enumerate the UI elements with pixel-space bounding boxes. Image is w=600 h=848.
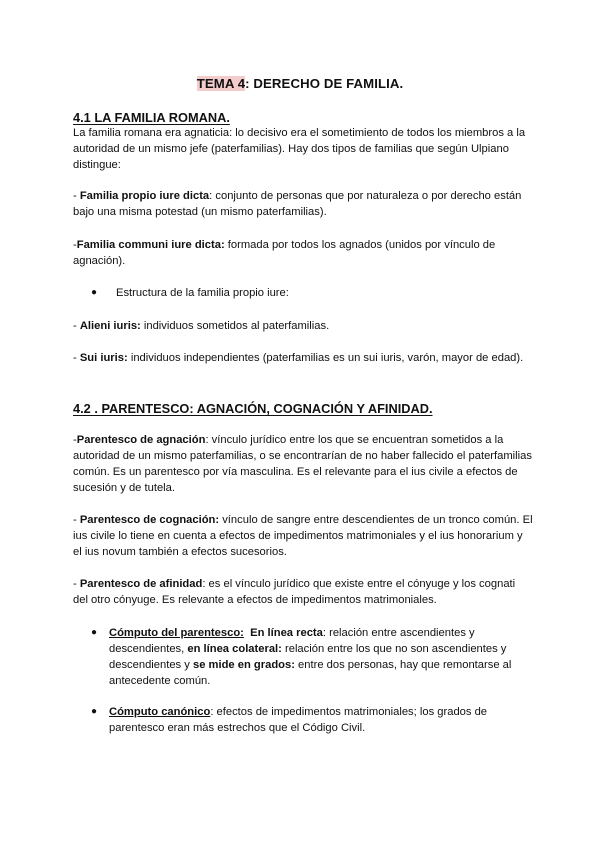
cognacion-paragraph [73, 512, 533, 560]
section-heading-familia-romana: 4.1 LA FAMILIA ROMANA. [73, 110, 230, 125]
agnacion-text: : vínculo jurídico entre los que se encuentran sometidos a la autoridad de un mismo paterfamilias, o se encontrarían de no haber fallecido el paterfamilias común. Es un parentesco por vía masculina. Es el relevante para el ius civile a efectos de sucesión y de tutela. [73, 434, 532, 494]
title-rest: : DERECHO DE FAMILIA. [245, 76, 404, 91]
propio-label: Familia propio iure dicta [79, 190, 210, 202]
title-highlight: TEMA 4 [196, 76, 246, 91]
grados-text: entre dos personas, hay que remontarse al antecedente común. [109, 659, 512, 687]
estructura-bullet-text: Estructura de la familia propio iure: [116, 287, 289, 299]
bullet-icon: ● [91, 287, 98, 298]
section-heading-parentesco: 4.2 . PARENTESCO: AGNACIÓN, COGNACIÓN Y AFINIDAD. [73, 401, 433, 416]
propio-prefix: - [73, 190, 80, 202]
communi-text: formada por todos los agnados (unidos por vínculo de agnación). [73, 239, 496, 267]
sui-label: Sui iuris: [79, 352, 128, 364]
afinidad-paragraph [73, 576, 533, 608]
page-title [0, 76, 600, 91]
communi-label: Familia communi iure dicta: [76, 239, 225, 251]
alieni-prefix: - [73, 320, 80, 332]
afinidad-prefix: - [73, 578, 80, 590]
propio-text: : conjunto de personas que por naturaleza o por derecho están bajo una misma potestad (un mismo paterfamilias). [73, 190, 522, 218]
bullet-icon: ● [91, 706, 98, 717]
sui-text: individuos independientes (paterfamilias es un sui iuris, varón, mayor de edad). [127, 352, 524, 364]
sui-iuris-paragraph [73, 350, 533, 366]
agnacion-paragraph [73, 432, 533, 496]
recta-text: : relación entre ascendientes y descendientes, [109, 627, 475, 655]
communi-iure-paragraph [73, 237, 533, 269]
cognacion-prefix: - [73, 514, 80, 526]
bullet-icon: ● [91, 627, 98, 638]
agnacion-label: Parentesco de agnación [76, 434, 206, 446]
intro-paragraph: La familia romana era agnaticia: lo decisivo era el sometimiento de todos los miembros a la autoridad de un mismo jefe (paterfamilias). Hay dos tipos de familias que según Ulpiano distingue: [73, 127, 526, 171]
alieni-text: individuos sometidos al paterfamilias. [140, 320, 330, 332]
alieni-iuris-paragraph [73, 318, 533, 334]
canonico-text: : efectos de impedimentos matrimoniales; los grados de parentesco eran más estrechos que el Código Civil. [109, 706, 488, 734]
cognacion-text: vínculo de sangre entre descendientes de un tronco común. El ius civile lo tiene en cuenta a efectos de impedimentos matrimoniales y el ius honorarium y el ius novum también a efectos sucesorios. [73, 514, 533, 558]
grados-label: se mide en grados: [192, 659, 295, 671]
colateral-text: relación entre los que no son ascendientes y descendientes y [109, 643, 507, 671]
computo-label: Cómputo del parentesco: [109, 627, 244, 639]
sui-prefix: - [73, 352, 80, 364]
canonico-label: Cómputo canónico [109, 706, 211, 718]
afinidad-text: : es el vínculo jurídico que existe entre el cónyuge y los cognati del otro cónyuge. Es relevante a efectos de impedimentos matrimoniales. [73, 578, 516, 606]
communi-prefix: - [73, 239, 77, 251]
afinidad-label: Parentesco de afinidad [79, 578, 203, 590]
agnacion-prefix: - [73, 434, 77, 446]
computo-canonico-bullet [109, 704, 534, 736]
alieni-label: Alieni iuris: [79, 320, 141, 332]
recta-label: En línea recta [250, 627, 323, 639]
colateral-label: en línea colateral: [187, 643, 282, 655]
cognacion-label: Parentesco de cognación: [79, 514, 220, 526]
propio-iure-paragraph [73, 188, 533, 220]
computo-parentesco-bullet [109, 625, 534, 689]
